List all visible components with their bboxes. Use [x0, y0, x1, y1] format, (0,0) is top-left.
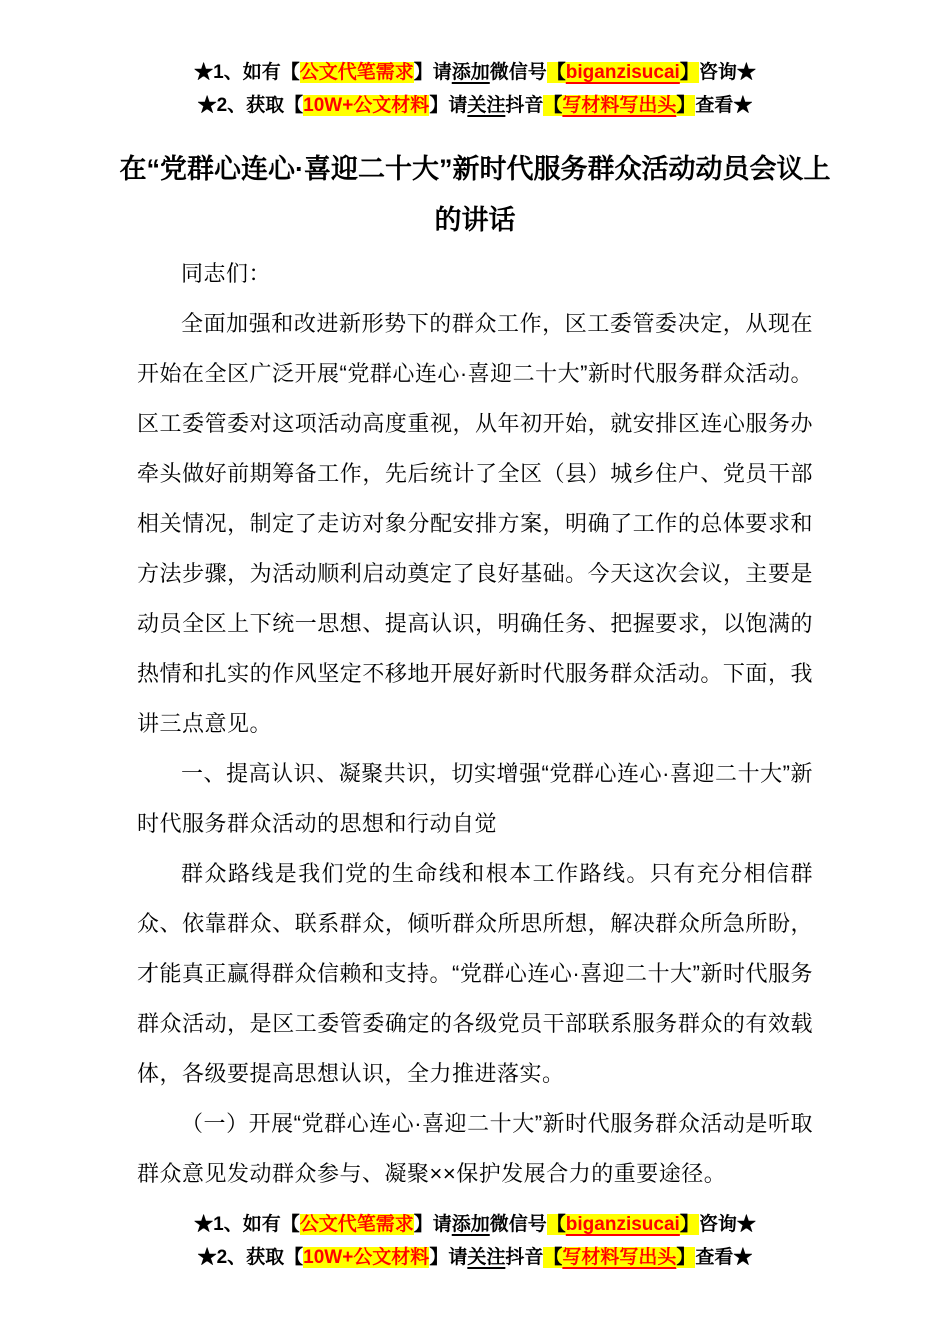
banner-text: 抖音 — [505, 95, 544, 116]
document-body — [137, 249, 813, 1199]
banner-highlight-bracket: 】 — [679, 1214, 699, 1235]
document-title: 在“党群心连心·喜迎二十大”新时代服务群众活动动员会议上的讲话 — [119, 154, 831, 235]
banner-text: 抖音 — [505, 1247, 544, 1268]
banner-highlight-bracket: 】 — [679, 62, 699, 83]
banner-text: 微信号 — [489, 62, 547, 83]
banner-text: 查看★ — [695, 95, 753, 116]
banner-highlight-bracket: 【 — [546, 62, 566, 83]
banner-highlight-red-underlined-text: biganzisucai — [565, 1214, 680, 1235]
banner-text: 】请 — [413, 62, 452, 83]
banner-text: 】请 — [429, 95, 468, 116]
banner-text: ★1、如有【 — [194, 1214, 300, 1235]
banner-line — [0, 56, 950, 89]
banner-text: 咨询★ — [698, 62, 756, 83]
banner-text: 微信号 — [489, 1214, 547, 1235]
section-heading: 一、提高认识、凝聚共识，切实增强“党群心连心·喜迎二十大”新时代服务群众活动的思想和行动自觉 — [137, 761, 813, 836]
banner-highlight-red-text: 公文代笔需求 — [299, 62, 414, 83]
banner-underlined-text: 添加 — [451, 1214, 490, 1235]
banner-text: ★2、获取【 — [197, 1247, 304, 1268]
banner-highlight-bracket: 【 — [543, 1247, 563, 1268]
banner-line — [0, 1208, 950, 1241]
banner-underlined-text: 添加 — [451, 62, 490, 83]
banner-highlight-red-text: 公文代笔需求 — [299, 1214, 414, 1235]
promo-banner-bottom — [0, 1208, 950, 1274]
banner-line — [0, 89, 950, 122]
banner-text: 】请 — [429, 1247, 468, 1268]
banner-line — [0, 1241, 950, 1274]
banner-text: ★2、获取【 — [197, 95, 304, 116]
subsection-paragraph: （一）开展“党群心连心·喜迎二十大”新时代服务群众活动是听取群众意见发动群众参与、凝聚××保护发展合力的重要途径。 — [137, 1111, 813, 1186]
banner-text: ★1、如有【 — [194, 62, 300, 83]
banner-highlight-red-underlined-text: 写材料写出头 — [562, 95, 677, 116]
banner-highlight-red-text: 10W+公文材料 — [303, 95, 430, 116]
banner-highlight-red-underlined-text: 写材料写出头 — [562, 1247, 677, 1268]
banner-highlight-bracket: 】 — [676, 95, 696, 116]
banner-text: 】请 — [413, 1214, 452, 1235]
banner-highlight-red-text: 10W+公文材料 — [303, 1247, 430, 1268]
banner-highlight-bracket: 【 — [546, 1214, 566, 1235]
banner-highlight-bracket: 】 — [676, 1247, 696, 1268]
banner-underlined-text: 关注 — [467, 1247, 506, 1268]
body-paragraph: 群众路线是我们党的生命线和根本工作路线。只有充分相信群众、依靠群众、联系群众，倾听群众所思所想，解决群众所急所盼，才能真正赢得群众信赖和支持。“党群心连心·喜迎二十大”新时代服务群众活动，是区工委管委确定的各级党员干部联系服务群众的有效载体，各级要提高思想认识，全力推进落实。 — [137, 861, 813, 1086]
promo-banner-top — [0, 0, 950, 122]
body-paragraph: 全面加强和改进新形势下的群众工作，区工委管委决定，从现在开始在全区广泛开展“党群心连心·喜迎二十大”新时代服务群众活动。区工委管委对这项活动高度重视，从年初开始，就安排区连心服务办牵头做好前期筹备工作，先后统计了全区（县）城乡住户、党员干部相关情况，制定了走访对象分配安排方案，明确了工作的总体要求和方法步骤，为活动顺利启动奠定了良好基础。今天这次会议，主要是动员全区上下统一思想、提高认识，明确任务、把握要求，以饱满的热情和扎实的作风坚定不移地开展好新时代服务群众活动。下面，我讲三点意见。 — [137, 311, 813, 736]
banner-text: 查看★ — [695, 1247, 753, 1268]
banner-highlight-bracket: 【 — [543, 95, 563, 116]
banner-underlined-text: 关注 — [467, 95, 506, 116]
banner-text: 咨询★ — [698, 1214, 756, 1235]
salutation: 同志们： — [181, 261, 272, 286]
banner-highlight-red-underlined-text: biganzisucai — [565, 62, 680, 83]
